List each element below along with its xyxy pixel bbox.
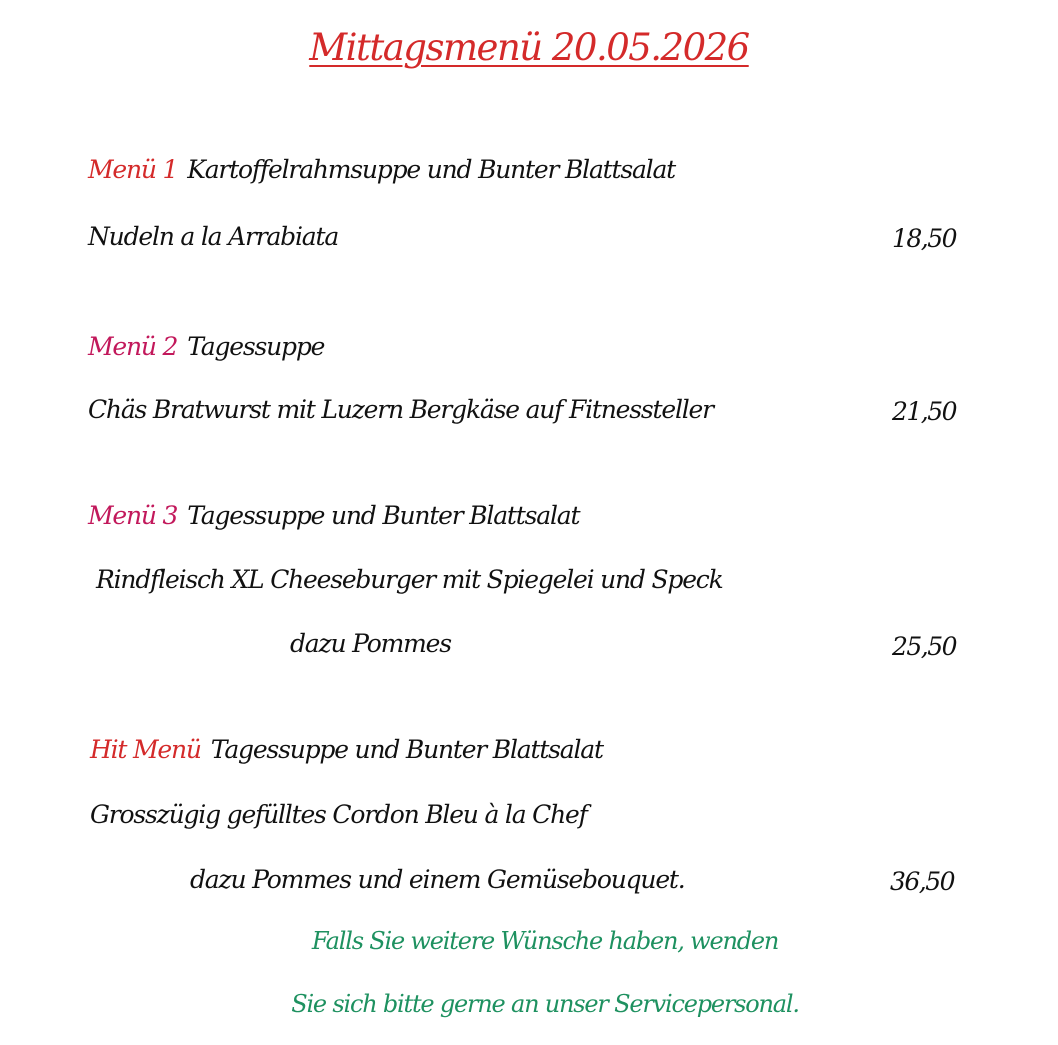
hit-price: 36,50 xyxy=(890,867,955,896)
menu3-starter-line xyxy=(88,503,579,528)
hit-label: Hit Menü xyxy=(90,735,201,764)
menu1-price: 18,50 xyxy=(892,224,957,253)
menu1-main: Nudeln a la Arrabiata xyxy=(88,222,339,251)
menu2-label: Menü 2 xyxy=(88,332,178,361)
menu1-starter-line xyxy=(88,157,675,182)
hit-side: dazu Pommes und einem Gemüsebouquet. xyxy=(190,865,685,894)
menu3-label: Menü 3 xyxy=(88,501,178,530)
service-note-line2: Sie sich bitte gerne an unser Servicepersonal. xyxy=(291,990,799,1018)
menu2-starter: Tagessuppe xyxy=(187,332,325,361)
menu2-price: 21,50 xyxy=(892,397,957,426)
service-note-line1: Falls Sie weitere Wünsche haben, wenden xyxy=(311,927,779,955)
menu3-price: 25,50 xyxy=(892,632,957,661)
menu3-side: dazu Pommes xyxy=(290,629,451,658)
menu3-starter: Tagessuppe und Bunter Blattsalat xyxy=(187,501,580,530)
hit-starter-line xyxy=(90,737,603,762)
hit-main: Grosszügig gefülltes Cordon Bleu à la Chef xyxy=(90,800,587,829)
menu1-starter: Kartoffelrahmsuppe und Bunter Blattsalat xyxy=(187,155,676,184)
menu2-main: Chäs Bratwurst mit Luzern Bergkäse auf Fitnessteller xyxy=(88,395,713,424)
menu1-label: Menü 1 xyxy=(88,155,178,184)
menu-title: Mittagsmenü 20.05.2026 xyxy=(309,26,749,69)
menu3-main: Rindfleisch XL Cheeseburger mit Spiegelei und Speck xyxy=(96,565,723,594)
menu2-starter-line xyxy=(88,334,324,359)
hit-starter: Tagessuppe und Bunter Blattsalat xyxy=(210,735,603,764)
